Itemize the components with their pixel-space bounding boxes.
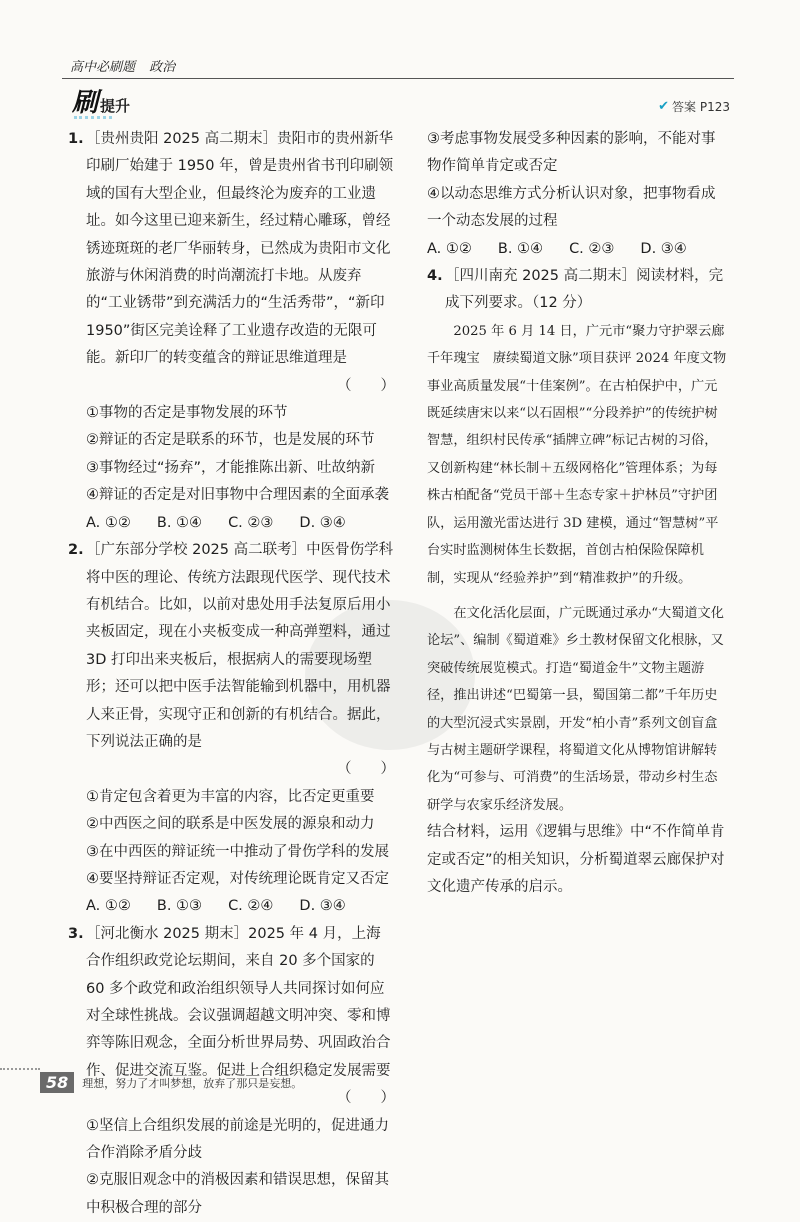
page-number: 58 xyxy=(40,1072,74,1093)
footer-motto: 理想，努力了才叫梦想，放弃了那只是妄想。 xyxy=(82,1076,303,1090)
question-1 xyxy=(68,126,395,537)
option: ②辩证的否定是联系的环节，也是发展的环节 xyxy=(86,432,375,449)
choice-row xyxy=(68,510,395,537)
question-task: 结合材料，运用《逻辑与思维》中“不作简单肯定或否定”的相关知识，分析蜀道翠云廊保护对文化遗产传承的启示。 xyxy=(427,824,725,895)
choice-row xyxy=(427,236,727,263)
question-number: 1. xyxy=(68,131,84,147)
question-stem: ［广东部分学校 2025 高二联考］中医骨伤学科将中医的理论、传统方法跟现代医学、现代技术有机结合。比如，以前对患处用手法复原后用小夹板固定，现在小夹板变成一种高弹塑料，通过 3D 打印出来夹板后，根据病人的需要现场塑形；还可以把中医手法智能输到机器中，用机器人来正骨，实现守正和创新的有机结合。据此，下列说法正确的是（ ） xyxy=(86,537,395,784)
option: ④辩证的否定是对旧事物中合理因素的全面承袭 xyxy=(86,487,389,504)
check-icon: ✔ xyxy=(658,99,670,114)
choice-a: A. ①② xyxy=(427,240,472,257)
question-number: 2. xyxy=(68,542,84,559)
choice-a: A. ①② xyxy=(86,898,131,915)
right-column xyxy=(427,126,727,901)
brand-char: 刷 xyxy=(72,88,99,118)
choice-c: C. ②③ xyxy=(569,240,615,257)
choice-d: D. ③④ xyxy=(640,240,687,257)
question-4 xyxy=(427,263,727,901)
option: ①肯定包含着更为丰富的内容，比否定更重要 xyxy=(86,788,375,805)
question-stem: ［贵州贵阳 2025 高二期末］贵阳市的贵州新华印刷厂始建于 1950 年，曾是贵州省书刊印刷领域的国有大型企业，但最终沦为废弃的工业遗址。如今这里已迎来新生，经过精心雕琢，曾经锈迹斑斑的老厂华丽转身，已然成为贵阳市文化旅游与休闲消费的时尚潮流打卡地。从废弃的“工业锈带”到充满活力的“生活秀带”，“新印 1950”街区完美诠释了工业遗存改造的无限可能。新印厂的转变蕴含的辩证思维道理是（ ） xyxy=(86,126,395,400)
material-paragraph: 2025 年 6 月 14 日，广元市“聚力守护翠云廊千年瑰宝 赓续蜀道文脉”项目获评 2024 年度文物事业高质量发展“十佳案例”。在古柏保护中，广元既延续唐宋以来“以石固根”“分段养护”的传统护树智慧，组织村民传承“插牌立碑”标记古树的习俗，又创新构建“林长制＋五级网格化”管理体系；为每株古柏配备“党员干部＋生态专家＋护林员”守护团队，运用激光雷达进行 3D 建模，通过“智慧树”平台实时监测树体生长数据，首创古柏保险保障机制，实现从“经验养护”到“精准救护”的升级。 xyxy=(427,323,727,586)
option: ④以动态思维方式分析认识对象，把事物看成一个动态发展的过程 xyxy=(427,185,716,230)
question-number: 4. xyxy=(427,268,443,285)
question-number: 3. xyxy=(68,925,84,942)
choice-b: B. ①③ xyxy=(156,898,203,915)
answer-bracket: （ ） xyxy=(337,377,395,394)
answer-ref xyxy=(658,98,730,115)
option: ③考虑事物发展受多种因素的影响，不能对事物作简单肯定或否定 xyxy=(427,131,716,175)
option: ④要坚持辩证否定观，对传统理论既肯定又否定 xyxy=(86,870,389,887)
material-paragraph: 在文化活化层面，广元既通过承办“大蜀道文化论坛”、编制《蜀道难》乡土教材保留文化根脉，又突破传统展览模式。打造“蜀道金牛”文物主题游径，推出讲述“巴蜀第一县，蜀国第二都”千年历史的大型沉浸式实景剧，开发“柏小青”系列文创盲盒与古树主题研学课程，将蜀道文化从博物馆讲解转化为“可参与、可消费”的生活场景，带动乡村生态研学与农家乐经济发展。 xyxy=(427,605,724,813)
choice-c: C. ②③ xyxy=(228,514,274,531)
choice-d: D. ③④ xyxy=(299,898,346,915)
option: ③在中西医的辩证统一中推动了骨伤学科的发展 xyxy=(86,843,389,860)
subject-label: 政治 xyxy=(149,60,176,75)
choice-row xyxy=(68,893,395,920)
left-column xyxy=(68,126,395,1222)
option: ②中西医之间的联系是中医发展的源泉和动力 xyxy=(86,816,375,833)
section-brand xyxy=(72,90,130,116)
choice-c: C. ②④ xyxy=(228,898,274,915)
brand-label: 提升 xyxy=(100,97,131,115)
page-footer xyxy=(40,1072,302,1093)
option: ①坚信上合组织发展的前途是光明的，促进通力合作消除矛盾分歧 xyxy=(86,1117,389,1162)
answer-label: 答案 P123 xyxy=(672,100,730,114)
option: ①事物的否定是事物发展的环节 xyxy=(86,405,288,422)
question-stem: ［四川南充 2025 高二期末］阅读材料，完成下列要求。（12 分） xyxy=(445,268,724,312)
option: ③事物经过“扬弃”，才能推陈出新、吐故纳新 xyxy=(86,459,376,476)
choice-d: D. ③④ xyxy=(299,514,346,531)
choice-a: A. ①② xyxy=(86,514,131,531)
question-2 xyxy=(68,537,395,921)
answer-bracket: （ ） xyxy=(337,761,395,778)
running-header xyxy=(70,56,185,75)
answer-bracket: （ ） xyxy=(337,1090,395,1107)
brand-dots xyxy=(74,116,112,119)
option: ②克服旧观念中的消极因素和错误思想，保留其中积极合理的部分 xyxy=(86,1172,389,1216)
footer-dots xyxy=(0,1068,40,1070)
choice-b: B. ①④ xyxy=(497,240,544,257)
book-title: 高中必刷题 xyxy=(70,60,136,75)
question-stem: ［河北衡水 2025 期末］2025 年 4 月，上海合作组织政党论坛期间，来自 20 多个国家的 60 多个政党和政治组织领导人共同探讨如何应对全球性挑战。会议强调超越文明冲突、零和博弈等陈旧观念，全面分析世界局势、巩固政治合作、促进交流互鉴。促进上合组织稳定发展需要（ ） xyxy=(86,921,395,1113)
choice-b: B. ①④ xyxy=(156,514,203,531)
header-divider xyxy=(62,78,734,79)
